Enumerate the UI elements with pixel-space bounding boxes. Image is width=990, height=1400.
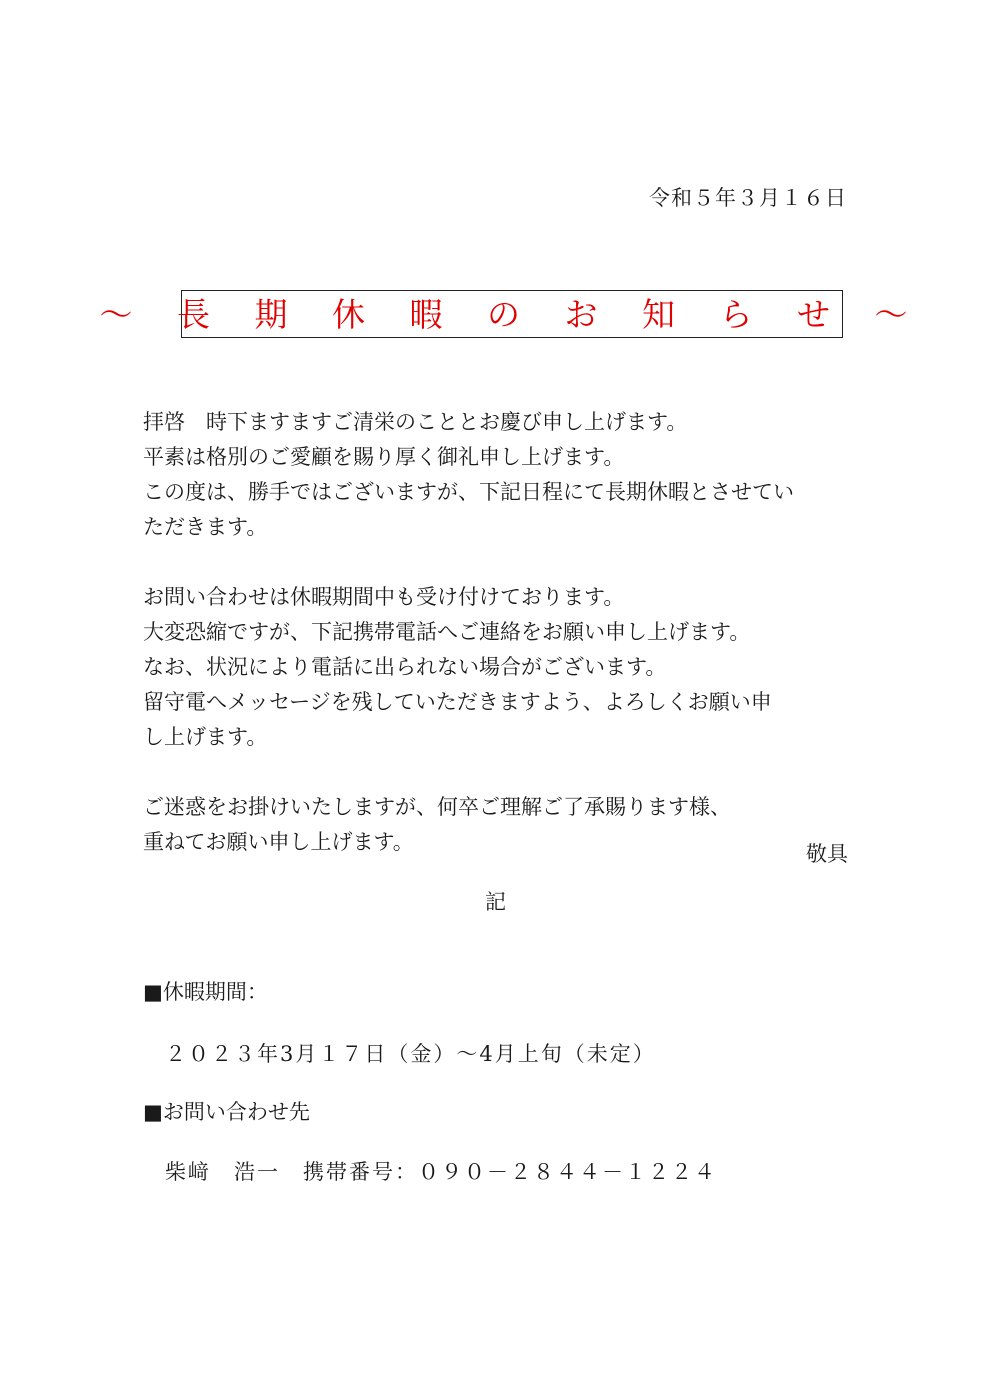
issue-date: 令和５年３月１６日 <box>649 186 847 210</box>
body-line: し上げます。 <box>143 725 268 749</box>
title-box <box>99 290 925 338</box>
body-line: 大変恐縮ですが、下記携帯電話へご連絡をお願い申し上げます。 <box>143 620 751 644</box>
notice-title: ～ 長 期 休 暇 の お 知 ら せ ～ <box>99 294 925 334</box>
ki-heading: 記 <box>485 890 506 914</box>
closing-word: 敬具 <box>806 842 848 866</box>
body-line: 留守電へメッセージを残していただきますよう、よろしくお願い申 <box>143 690 772 714</box>
body-line: お問い合わせは休暇期間中も受け付けております。 <box>143 585 625 609</box>
body-line: ご迷惑をお掛けいたしますが、何卒ご理解ご了承賜ります様、 <box>143 795 731 819</box>
holiday-period-value: ２０２３年3月１７日（金）～4月上旬（未定） <box>165 1042 656 1066</box>
letter-body <box>143 405 855 860</box>
body-line: ただきます。 <box>143 515 268 539</box>
paragraph-gap <box>143 545 855 580</box>
contact-value: 柴﨑 浩一 携帯番号：０９０－２８４４－１２２４ <box>165 1160 717 1184</box>
body-line: 拝啓 時下ますますご清栄のこととお慶び申し上げます。 <box>143 410 688 434</box>
contact-label: ■お問い合わせ先 <box>143 1100 310 1124</box>
body-line: なお、状況により電話に出られない場合がございます。 <box>143 655 667 679</box>
body-line: 重ねてお願い申し上げます。 <box>143 830 414 854</box>
body-line: この度は、勝手ではございますが、下記日程にて長期休暇とさせてい <box>143 480 794 504</box>
holiday-period-label: ■休暇期間： <box>143 980 268 1004</box>
body-line: 平素は格別のご愛顧を賜り厚く御礼申し上げます。 <box>143 445 625 469</box>
paragraph-gap <box>143 755 855 790</box>
